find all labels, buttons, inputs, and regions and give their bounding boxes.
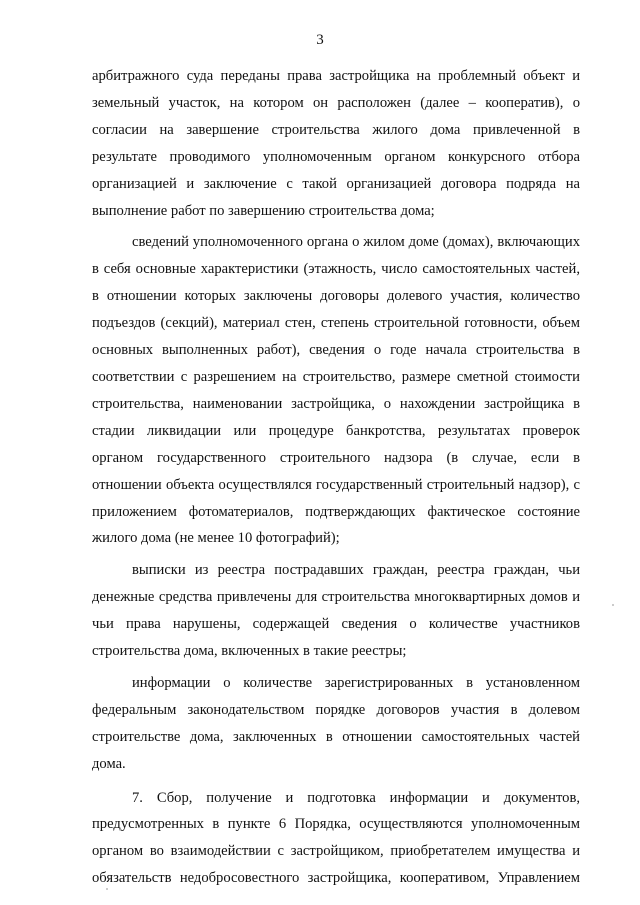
scan-artifact	[106, 888, 108, 890]
text-line: предусмотренных в пункте 6 Порядка, осуществляются уполномоченным	[92, 816, 580, 833]
text-line: результате проводимого уполномоченным органом конкурсного отбора	[92, 148, 580, 165]
paragraph-continuation	[92, 63, 580, 224]
page-number: 3	[316, 32, 324, 48]
text-line: обязательств недобросовестного застройщика, кооперативом, Управлением	[92, 870, 580, 887]
paragraph-housing-info	[92, 229, 580, 552]
text-line: органом во взаимодействии с застройщиком, приобретателем имущества и	[92, 843, 580, 860]
text-line: строительства дома, включенных в такие реестры;	[92, 643, 407, 660]
text-line: приложением фотоматериалов, подтверждающих фактическое состояние	[92, 503, 580, 520]
text-line: денежные средства привлечены для строительства многоквартирных домов и	[92, 589, 580, 606]
paragraph-contracts-info	[92, 670, 580, 778]
text-line: федеральным законодательством порядке договоров участия в долевом	[92, 701, 580, 718]
text-line: отношении объекта осуществлялся государственный строительный надзор), с	[92, 476, 580, 493]
scan-artifact	[612, 604, 614, 606]
text-line: жилого дома (не менее 10 фотографий);	[92, 530, 340, 547]
text-line: организацией и заключение с такой организацией договора подряда на	[92, 175, 580, 192]
text-line: строительства, наименовании застройщика, о нахождении застройщика в	[92, 395, 580, 412]
text-line: стадии ликвидации или процедуре банкротства, результатах проверок	[92, 422, 580, 439]
text-line: в себя основные характеристики (этажность, число самостоятельных частей,	[92, 261, 580, 278]
text-line: 7. Сбор, получение и подготовка информации и документов,	[132, 789, 580, 806]
text-line: строительстве дома, заключенных в отношении самостоятельных частей	[92, 728, 580, 745]
text-line: сведений уполномоченного органа о жилом доме (домах), включающих	[132, 234, 580, 251]
text-line: соответствии с разрешением на строительство, размере сметной стоимости	[92, 368, 580, 385]
text-line: информации о количестве зарегистрированных в установленном	[132, 674, 580, 691]
text-line: в отношении которых заключены договоры долевого участия, количество	[92, 288, 580, 305]
text-line: чьи права нарушены, содержащей сведения о количестве участников	[92, 616, 580, 633]
text-line: органом государственного строительного надзора (в случае, если в	[92, 449, 580, 466]
document-body	[92, 63, 580, 892]
paragraph-registry-extract	[92, 557, 580, 665]
text-line: арбитражного суда переданы права застройщика на проблемный объект и	[92, 68, 580, 84]
text-line: подъездов (секций), материал стен, степень строительной готовности, объем	[92, 315, 580, 332]
text-line: основных выполненных работ), сведения о годе начала строительства в	[92, 342, 580, 359]
text-line: выполнение работ по завершению строительства дома;	[92, 202, 435, 219]
text-line: дома.	[92, 755, 126, 772]
paragraph-item-7	[92, 785, 580, 893]
text-line: согласии на завершение строительства жилого дома привлеченной в	[92, 121, 580, 138]
text-line: выписки из реестра пострадавших граждан, реестра граждан, чьи	[132, 562, 580, 579]
text-line: земельный участок, на котором он расположен (далее – кооператив), о	[92, 94, 580, 111]
